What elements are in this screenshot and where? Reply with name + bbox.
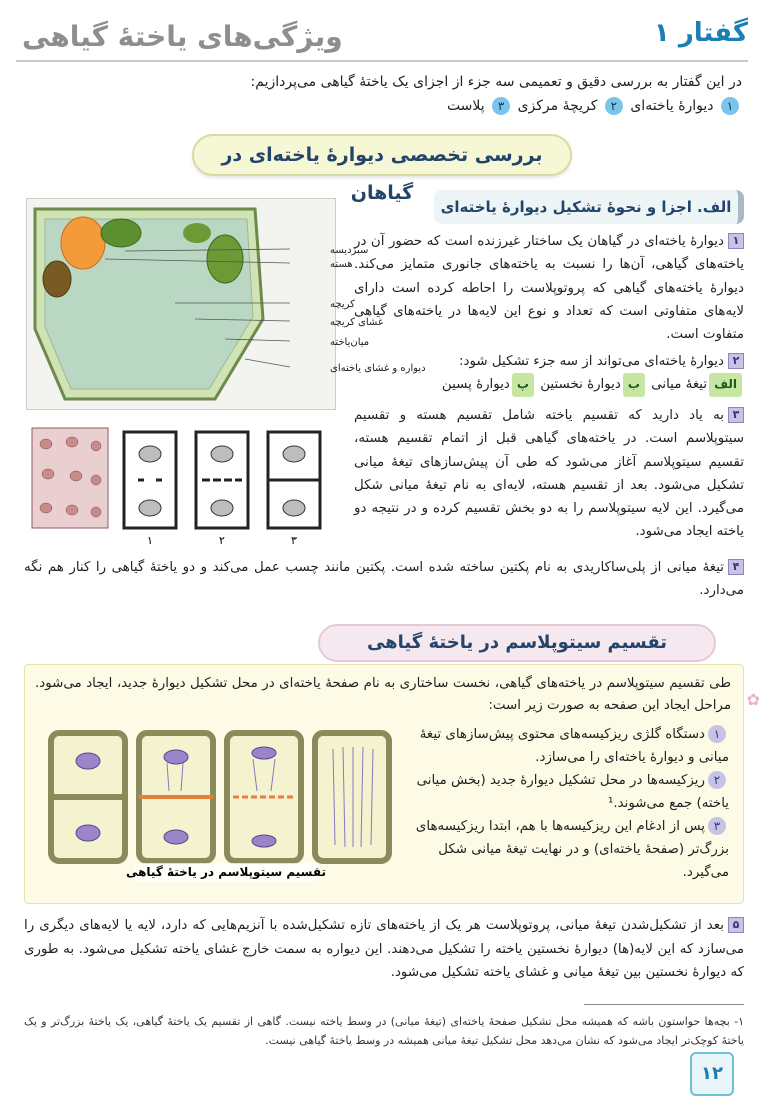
part-tag: پ bbox=[512, 373, 534, 396]
part-label: تیغهٔ میانی bbox=[651, 377, 708, 393]
paragraph-text: تیغهٔ میانی از پلی‌ساکاریدی به نام پکتین ساخته شده است. پکتین مانند چسب عمل می‌کند و دو یاختهٔ گیاهی را کنار هم نگه می‌دارد. bbox=[24, 560, 744, 599]
intro-item-label: دیوارهٔ یاخته‌ای bbox=[630, 98, 714, 114]
stage-number: ۳ bbox=[291, 534, 297, 547]
cytokinesis-illustration bbox=[43, 725, 403, 883]
paragraph-text: بعد از تشکیل‌شدن تیغهٔ میانی، پروتوپلاست هر یک از یاخته‌های تازه تشکیل‌شده با آنزیم‌هایی که دارد، لایه یا لایه‌های دیگری را می‌سازد که این لایه(ها) دیوارهٔ نخستین یاخته را تشکیل می‌دهند. این دیواره به سمت خارج غشای یاخته تشکیل می‌شود. به طوری که دیوارهٔ نخستین بین تیغهٔ میانی و غشای یاخته تشکیل می‌شود. bbox=[24, 918, 744, 980]
paragraph-number: ۴ bbox=[728, 559, 744, 575]
paragraph-text: به یاد دارید که تقسیم یاخته شامل تقسیم هسته و تقسیم سیتوپلاسم است. در یاخته‌های گیاهی قبل از اتمام تقسیم هسته، تقسیم سیتوپلاسم آغاز می‌شود که طی آن پیش‌سازهای تیغهٔ میانی تشکیل می‌شود. بعد از تقسیم هسته، لایه‌ای به نام تیغهٔ میانی شکل می‌گیرد. این لایه سیتوپلاسم را به دو بخش تقسیم کرده و در نتیجه دو یاخته ایجاد می‌شود. bbox=[354, 408, 744, 540]
step-number: ۳ bbox=[708, 817, 726, 835]
step-item bbox=[413, 815, 729, 884]
step-number: ۲ bbox=[708, 771, 726, 789]
chapter-title: ویژگی‌های یاختهٔ گیاهی bbox=[22, 20, 343, 53]
intro-block bbox=[30, 70, 742, 118]
cytokinesis-figure bbox=[43, 725, 403, 883]
paragraph-5 bbox=[24, 914, 744, 985]
step-text: دستگاه گلژی ریزکیسه‌های محتوی پیش‌سازهای تیغهٔ میانی و دیوارهٔ یاخته‌ای را می‌سازد. bbox=[419, 727, 729, 765]
paragraph-4 bbox=[24, 556, 744, 603]
plant-cell-illustration bbox=[25, 199, 426, 411]
part-tag: الف bbox=[709, 373, 742, 396]
cell-division-figure bbox=[26, 420, 332, 550]
subsection-heading: الف. اجزا و نحوهٔ تشکیل دیوارهٔ یاخته‌ای bbox=[434, 190, 744, 224]
wall-parts-list bbox=[354, 373, 744, 396]
footnote-divider bbox=[584, 1004, 744, 1005]
label-middle-lamella: میان‌یاخته bbox=[330, 337, 370, 348]
intro-items bbox=[30, 94, 742, 118]
paragraph-3 bbox=[354, 404, 744, 544]
label-vacuole-membrane: غشای کریچه bbox=[330, 317, 384, 328]
paragraph-text: دیوارهٔ یاخته‌ای می‌تواند از سه جزء تشکیل شود: bbox=[459, 354, 724, 369]
intro-item-label: کریچهٔ مرکزی bbox=[517, 98, 598, 114]
part-tag: ب bbox=[623, 373, 645, 396]
stage-number: ۲ bbox=[219, 534, 225, 547]
info-box-intro: طی تقسیم سیتوپلاسم در یاخته‌های گیاهی، نخست ساختاری به نام صفحهٔ یاخته‌ای در محل تشکیل دیوارهٔ جدید، ایجاد می‌شود. مراحل ایجاد این صفحه به صورت زیر است: bbox=[35, 676, 731, 713]
plant-cell-figure bbox=[26, 198, 426, 410]
step-item bbox=[413, 723, 729, 769]
figure-caption: تقسیم سیتوپلاسم در یاختهٔ گیاهی bbox=[125, 865, 327, 879]
flower-ornament-icon: ✿ bbox=[746, 690, 760, 709]
cell-division-illustration bbox=[26, 420, 332, 550]
section-label: گفتار ۱ bbox=[653, 18, 748, 48]
paragraph-number: ۵ bbox=[728, 917, 744, 933]
section-banner: بررسی تخصصی دیوارهٔ یاخته‌ای در گیاهان bbox=[192, 134, 572, 176]
part-label: دیوارهٔ نخستین bbox=[540, 377, 621, 393]
intro-item-number: ۲ bbox=[605, 97, 623, 115]
step-number: ۱ bbox=[708, 725, 726, 743]
section-banner-2: تقسیم سیتوپلاسم در یاختهٔ گیاهی bbox=[318, 624, 716, 662]
intro-item-label: پلاست bbox=[446, 98, 485, 114]
part-label: دیوارهٔ پسین bbox=[441, 377, 510, 393]
label-chloroplast: سبزدیسه bbox=[330, 245, 369, 256]
paragraph-number: ۱ bbox=[728, 233, 744, 249]
step-text: پس از ادغام این ریزکیسه‌ها با هم، ابتدا ریزکیسه‌های بزرگ‌تر (صفحهٔ یاخته‌ای) و در نهایت تیغهٔ میانی شکل می‌گیرد. bbox=[415, 819, 729, 880]
footnote: ۱- بچه‌ها حواستون باشه که همیشه محل تشکیل صفحهٔ یاخته‌ای (تیغهٔ میانی) در وسط یاخته نیست. گاهی از تقسیم یک یاختهٔ گیاهی، یک یاختهٔ بزرگ‌تر و یک یاختهٔ کوچک‌تر ایجاد می‌شود که نشان می‌دهد محل تشکیل تیغهٔ میانی همیشه در وسط یاختهٔ گیاهی نیست. bbox=[24, 1015, 744, 1047]
paragraph-number: ۲ bbox=[728, 353, 744, 369]
intro-sentence: در این گفتار به بررسی دقیق و تعمیمی سه جزء از اجزای یک یاختهٔ گیاهی می‌پردازیم: bbox=[250, 74, 742, 90]
step-item bbox=[413, 769, 729, 815]
intro-item-number: ۱ bbox=[721, 97, 739, 115]
paragraph-2 bbox=[354, 350, 744, 397]
steps-list bbox=[413, 723, 729, 884]
paragraph-text: دیوارهٔ یاخته‌ای در گیاهان یک ساختار غیرزنده است که حضور آن در یاخته‌های گیاهی، آن‌ها را نسبت به یاخته‌های جانوری متمایز می‌کند. دیوارهٔ یاخته‌های گیاهی که پروتوپلاست را احاطه کرده است دارای لایه‌های متفاوتی است که تعداد و نوع این لایه‌ها در یاخته‌های گیاهی متفاوت است. bbox=[354, 234, 744, 343]
label-wall-membrane: دیواره و غشای یاخته‌ای bbox=[330, 363, 426, 374]
step-text: ریزکیسه‌ها در محل تشکیل دیوارهٔ جدید (بخش میانی یاخته) جمع می‌شوند.¹ bbox=[416, 773, 729, 811]
page-number: ۱۲ bbox=[690, 1052, 734, 1096]
intro-item-number: ۳ bbox=[492, 97, 510, 115]
label-vacuole: کریچه bbox=[330, 299, 355, 310]
label-nucleus: هسته bbox=[330, 259, 353, 270]
paragraph-1 bbox=[354, 230, 744, 346]
paragraph-number: ۳ bbox=[728, 407, 744, 423]
info-box bbox=[24, 664, 744, 904]
page-header bbox=[16, 18, 748, 62]
stage-number: ۱ bbox=[147, 534, 153, 547]
